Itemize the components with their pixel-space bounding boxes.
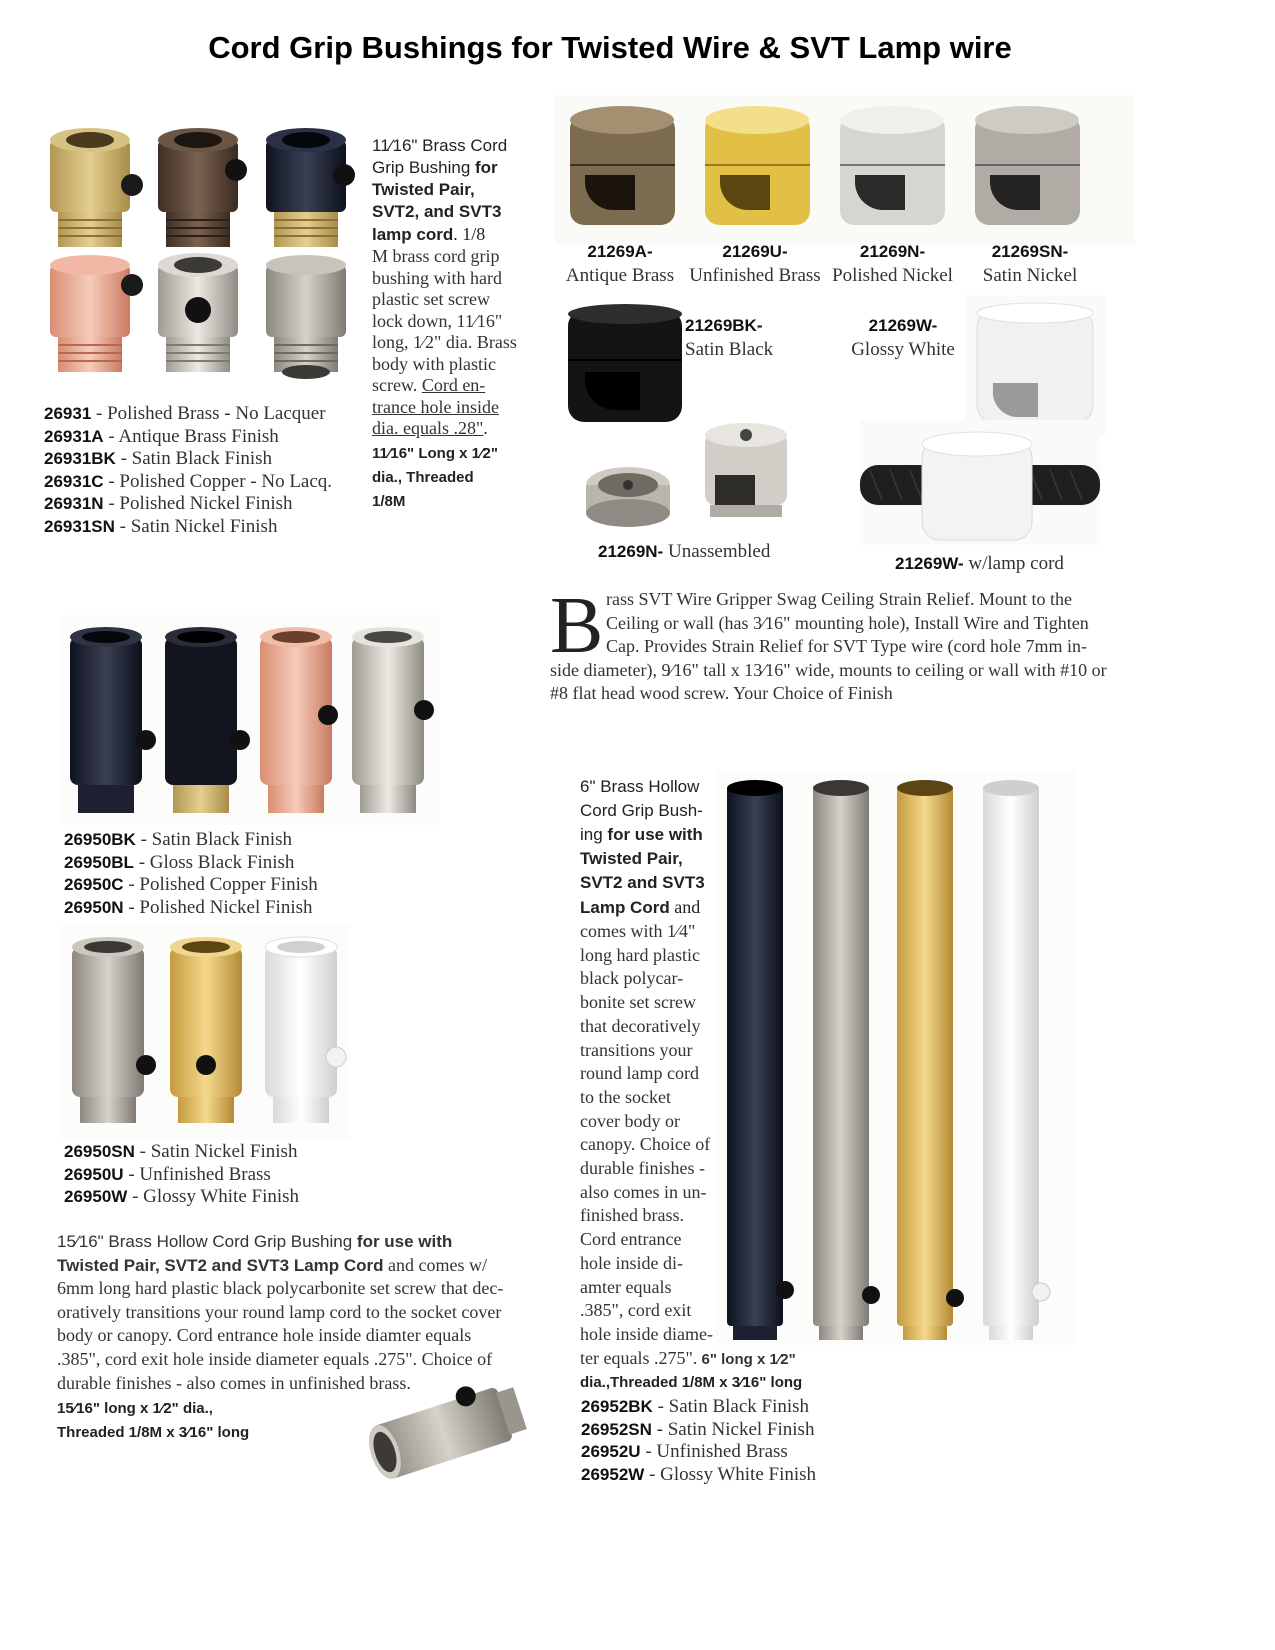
list-item: 26950BK - Satin Black Finish [64,829,293,850]
list-26950-group2 [64,1141,299,1209]
spec-line: Threaded 1/8M x 3⁄16" long [57,1424,250,1442]
spec-line: 1/8M [372,492,406,510]
hollow-bushing-26952-photo [715,770,1075,1345]
caption-21269A: 21269A- Antique Brass [565,242,675,286]
desc-line: .385", cord exit [580,1300,692,1321]
gripper-white-photo [965,295,1105,435]
gripper-black-photo [560,300,690,430]
hollow-bushing-26950-group1-photo [60,615,440,825]
desc-line: black polycar- [580,968,684,989]
caption-21269SN: 21269SN- Satin Nickel [982,242,1078,286]
desc-line: SVT2 and SVT3 [580,873,705,892]
list-26931 [44,403,332,538]
gripper-lampcord-photo [860,420,1100,545]
list-item: 26952BK - Satin Black Finish [581,1396,810,1417]
desc-line: Cap. Provides Strain Relief for SVT Type wire (cord hole 7mm in- [606,636,1087,656]
desc-line: 6" Brass Hollow [580,777,700,796]
desc-line: M brass cord grip [372,246,500,266]
list-item: 26950SN - Satin Nickel Finish [64,1141,298,1162]
desc-line: lamp cord. 1/8 [372,224,486,244]
desc-line: ter equals .275". 6" long x 1⁄2" [580,1347,796,1368]
spec-line: 15⁄16" long x 1⁄2" dia., [57,1400,213,1418]
desc-line: Cord entrance [580,1229,682,1250]
desc-line: Lamp Cord and [580,897,701,917]
list-item: 26950W - Glossy White Finish [64,1186,300,1207]
desc-line: screw. Cord en- [372,375,486,395]
hollow-bushing-26950-side-photo [355,1375,530,1485]
desc-line: Twisted Pair, SVT2 and SVT3 Lamp Cord and comes w/ [57,1254,488,1275]
list-item: 26950N - Polished Nickel Finish [64,896,313,918]
desc-line: finished brass. [580,1205,684,1226]
caption-21269N-unassembled: 21269N- Unassembled [598,541,771,562]
desc-line: durable finishes - [580,1158,705,1179]
desc-line: long hard plastic [580,944,700,965]
desc-line: Twisted Pair, [580,849,683,868]
desc-line: 15⁄16" Brass Hollow Cord Grip Bushing for use with [57,1232,453,1251]
desc-line: transitions your [580,1039,693,1060]
bushing-satin-nickel [266,255,346,379]
desc-line: durable finishes - also comes in unfinished brass. [57,1372,411,1393]
spec-line: dia.,Threaded 1/8M x 3⁄16" long [580,1374,803,1392]
desc-line: round lamp cord [580,1063,699,1084]
gripper-unassembled-photo [580,415,800,530]
desc-line: body or canopy. Cord entrance hole inside diamter equals [57,1325,472,1346]
list-item: 26931 - Polished Brass - No Lacquer [44,403,326,424]
desc-line: that decoratively [580,1015,701,1036]
desc-line: Ceiling or wall (has 3⁄16" mounting hole), Install Wire and Tighten [606,612,1089,633]
desc-line: SVT2, and SVT3 [372,202,502,221]
caption-21269U: 21269U- Unfinished Brass [689,242,821,286]
bushing-copper [50,255,143,372]
list-item: 26931N - Polished Nickel Finish [44,493,293,514]
list-item: 26950U - Unfinished Brass [64,1163,271,1185]
bushing-antique [158,128,247,247]
desc-26931 [372,135,537,514]
spec-line: 11⁄16" Long x 1⁄2" [372,444,498,462]
desc-line: Grip Bushing for [372,158,498,177]
desc-line: trance hole inside [372,396,499,417]
hollow-glossy-white [265,937,346,1123]
desc-line: .385", cord exit hole inside diameter equals .275". Choice of [57,1348,493,1369]
list-item: 26952W - Glossy White Finish [581,1463,817,1485]
desc-line: plastic set screw [372,289,490,309]
desc-line: #8 flat head wood screw. Your Choice of Finish [550,683,893,703]
desc-line: bushing with hard [372,267,502,288]
drop-cap: B [550,582,604,670]
list-item: 26931BK - Satin Black Finish [44,448,273,469]
desc-line: oratively transitions your round lamp cord to the socket cover [57,1301,502,1322]
desc-21269 [550,582,1107,706]
bushing-brass [50,128,143,247]
caption-21269W: 21269W- Glossy White [851,316,955,360]
desc-line: body with plastic [372,353,496,374]
desc-line: dia. equals .28". [372,418,488,438]
hollow-bushing-26950-group2-photo [60,925,350,1140]
desc-line: lock down, 11⁄16" [372,310,503,331]
desc-line: long, 1⁄2" dia. Brass [372,332,517,352]
desc-line: ing for use with [580,825,703,844]
gripper-antique [570,106,675,225]
desc-line: Cord Grip Bush- [580,801,703,820]
list-item: 26931C - Polished Copper - No Lacq. [44,470,333,492]
desc-line: also comes in un- [580,1181,707,1202]
list-item: 26952U - Unfinished Brass [581,1441,788,1462]
list-item: 26931A - Antique Brass Finish [44,425,279,447]
desc-line: to the socket [580,1086,671,1107]
desc-line: rass SVT Wire Gripper Swag Ceiling Strain Relief. Mount to the [606,589,1073,609]
list-item: 26952SN - Satin Nickel Finish [581,1418,815,1440]
desc-line: 11⁄16" Brass Cord [372,136,508,155]
gripper-21269-top-photo [555,95,1135,245]
desc-line: 6mm long hard plastic black polycarbonite set screw that dec- [57,1278,504,1299]
gripper-polished-nickel [840,106,945,225]
bushing-nickel [158,253,238,372]
hollow-unfinished-brass [170,937,242,1123]
bushings-26931-photo [40,115,365,395]
caption-21269BK: 21269BK- Satin Black [685,316,774,360]
list-item: 26950C - Polished Copper Finish [64,874,318,895]
desc-line: cover body or [580,1110,680,1131]
page-title: Cord Grip Bushings for Twisted Wire & SVT Lamp wire [208,30,1012,65]
desc-line: amter equals [580,1276,672,1297]
desc-line: hole inside diame- [580,1323,713,1344]
spec-line: dia., Threaded [372,468,474,486]
list-item: 26950BL - Gloss Black Finish [64,851,295,873]
list-item: 26931SN - Satin Nickel Finish [44,515,278,537]
desc-line: canopy. Choice of [580,1134,711,1155]
desc-line: side diameter), 9⁄16" tall x 13⁄16" wide, mounts to ceiling or wall with #10 or [550,659,1107,680]
desc-line: Twisted Pair, [372,180,475,199]
desc-line: comes with 1⁄4" [580,921,696,941]
caption-21269N: 21269N- Polished Nickel [832,242,953,286]
list-26950-group1 [64,829,318,919]
caption-21269W-lampcord: 21269W- w/lamp cord [895,553,1064,574]
gripper-unfinished-brass [705,106,810,225]
gripper-satin-nickel [975,106,1080,225]
desc-line: bonite set screw [580,992,696,1013]
list-26952 [581,1396,816,1486]
desc-line: hole inside di- [580,1252,683,1273]
bushing-black [266,128,355,247]
